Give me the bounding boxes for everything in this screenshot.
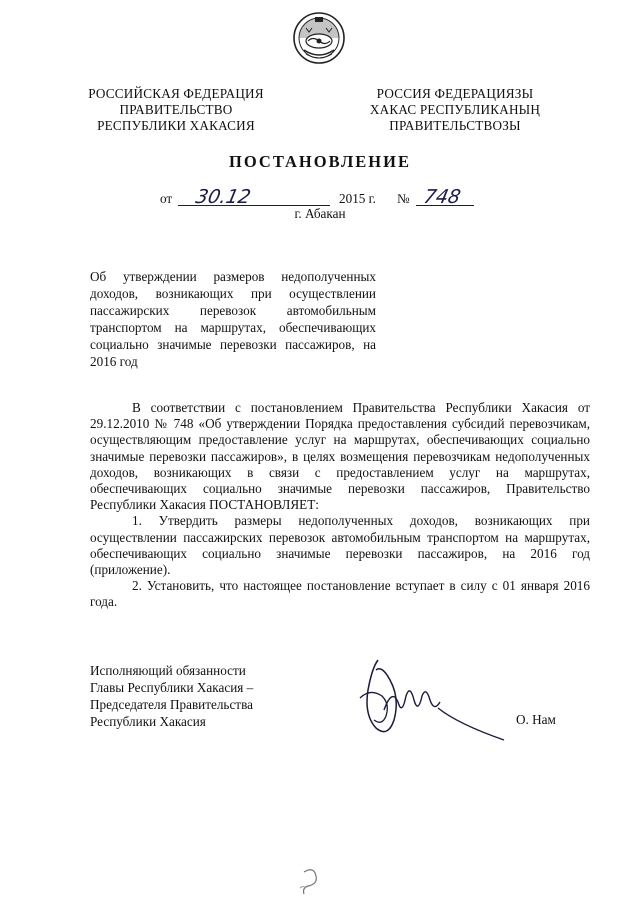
header-left-line-2: ПРАВИТЕЛЬСТВО: [119, 102, 233, 117]
header-russian: [82, 86, 270, 134]
number-sign: №: [397, 191, 410, 206]
handwritten-date: 30.12: [193, 186, 253, 208]
signatory-role: [90, 662, 253, 730]
body-paragraph-item-2: 2. Установить, что настоящее постановление вступает в силу с 01 января 2016 года.: [90, 578, 590, 610]
document-title: ПОСТАНОВЛЕНИЕ: [229, 152, 411, 171]
page-mark: [296, 866, 322, 896]
handwritten-signature: [340, 650, 510, 745]
header-right-line-1: РОССИЯ ФЕДЕРАЦИЯЗЫ: [376, 86, 534, 101]
header-right-line-3: ПРАВИТЕЛЬСТВОЗЫ: [389, 118, 521, 133]
dateline-year: 2015 г.: [339, 191, 376, 206]
signatory-role-line-3: Председателя Правительства: [90, 697, 253, 712]
header-left-line-1: РОССИЙСКАЯ ФЕДЕРАЦИЯ: [88, 86, 264, 101]
signatory-name: О. Нам: [516, 712, 556, 727]
dateline-prefix: от: [160, 191, 173, 206]
coat-of-arms-emblem-icon: [292, 10, 346, 66]
handwritten-number: 748: [421, 186, 463, 208]
signatory-role-line-1: Исполняющий обязанности: [90, 663, 246, 678]
document-subject: Об утверждении размеров недополученных доходов, возникающих при осуществлении пассажирских перевозок автомобильным транспортом на маршрутах, обеспечивающих социально значимые перевозки пассажиров, на 2016 год: [90, 269, 376, 369]
signatory-role-line-2: Главы Республики Хакасия –: [90, 680, 254, 695]
document-body: [90, 400, 590, 611]
signatory-role-line-4: Республики Хакасия: [90, 714, 206, 729]
city: г. Абакан: [294, 206, 346, 221]
body-paragraph-preamble: В соответствии с постановлением Правительства Республики Хакасия от 29.12.2010 № 748 «Об утверждении Порядка предоставления субсидий перевозчикам, осуществляющим предоставление услуг на маршрутах, обеспечивающих социально значимые перевозки пассажиров», в целях возмещения перевозчикам недополученных доходов, возникающих в связи с предоставлением услуг на маршрутах, обеспечивающих социально значимые перевозки пассажиров, Правительство Республики Хакасия ПОСТАНОВЛЯЕТ:: [90, 400, 590, 513]
body-paragraph-item-1: 1. Утвердить размеры недополученных доходов, возникающих при осуществлении пассажирских перевозок автомобильным транспортом на маршрутах, обеспечивающих социально значимые перевозки пассажиров, на 2016 год (приложение).: [90, 513, 590, 578]
header-left-line-3: РЕСПУБЛИКИ ХАКАСИЯ: [97, 118, 255, 133]
header-khakas: [350, 86, 560, 134]
header-right-line-2: ХАКАС РЕСПУБЛИКАНЫҢ: [369, 102, 541, 117]
